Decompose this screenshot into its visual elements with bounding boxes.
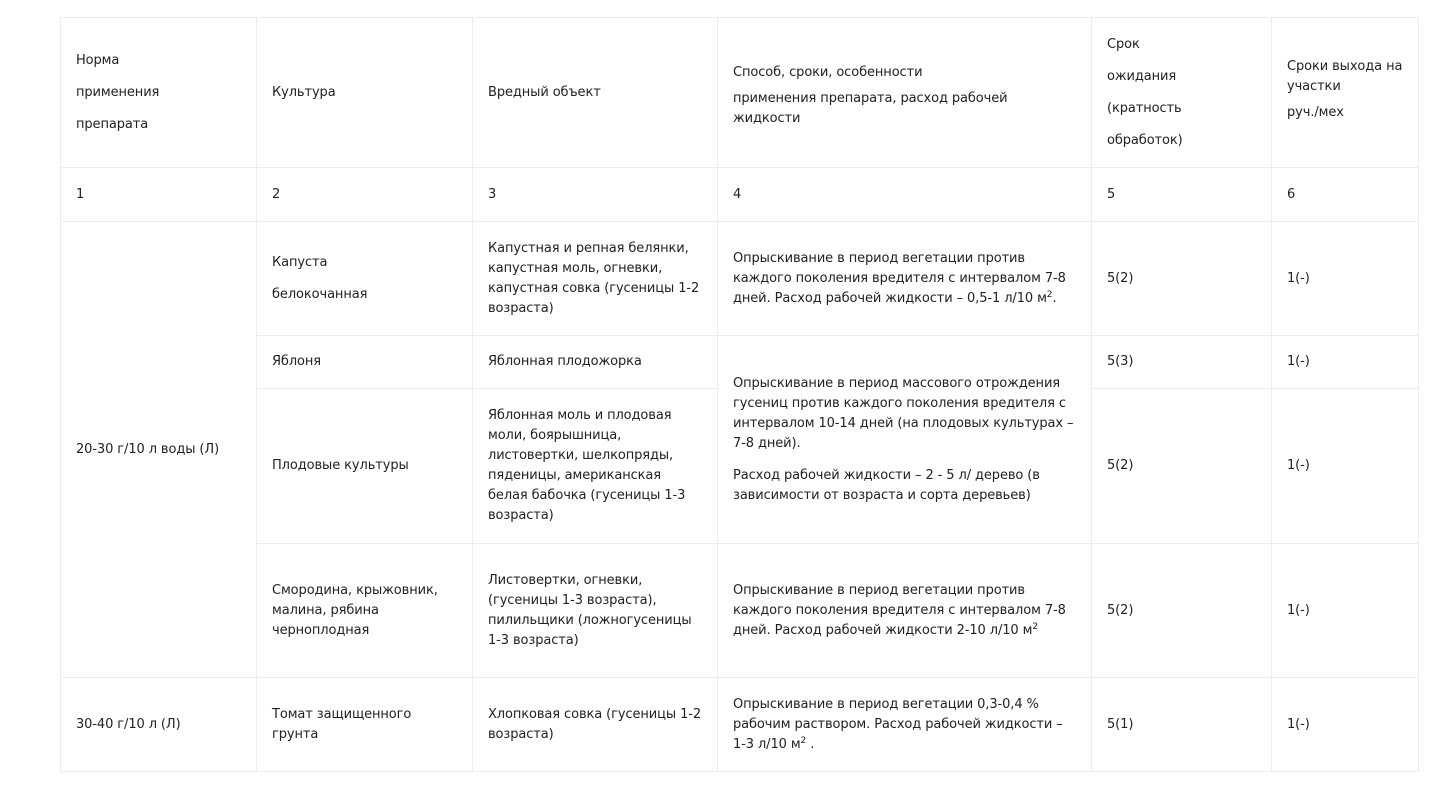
header-exit-period: Сроки выхода на участки руч./мех bbox=[1272, 18, 1419, 168]
rate-cell: 30-40 г/10 л (Л) bbox=[61, 678, 257, 772]
rate-cell: 20-30 г/10 л воды (Л) bbox=[61, 222, 257, 678]
table-header-row bbox=[61, 18, 1419, 168]
waiting-period-cell: 5(1) bbox=[1092, 678, 1272, 772]
header-pest: Вредный объект bbox=[473, 18, 718, 168]
header-method: Способ, сроки, особенности применения препарата, расход рабочей жидкости bbox=[718, 18, 1092, 168]
exit-period-cell: 1(-) bbox=[1272, 222, 1419, 336]
column-number: 3 bbox=[473, 168, 718, 222]
method-cell: Опрыскивание в период вегетации 0,3-0,4 % рабочим раствором. Расход рабочей жидкости – 1-3 л/10 $м^2$ . bbox=[718, 678, 1092, 772]
pest-cell: Яблонная моль и плодовая моли, боярышница, листовертки, шелкопряды, пяденицы, американская белая бабочка (гусеницы 1-3 возраста) bbox=[473, 389, 718, 544]
exit-period-cell: 1(-) bbox=[1272, 678, 1419, 772]
pest-cell: Листовертки, огневки, (гусеницы 1-3 возраста), пилильщики (ложногусеницы 1-3 возраста) bbox=[473, 544, 718, 678]
culture-cell: Яблоня bbox=[257, 336, 473, 389]
table-row bbox=[61, 544, 1419, 678]
method-cell: Опрыскивание в период вегетации против каждого поколения вредителя с интервалом 7-8 дней. Расход рабочей жидкости – 0,5-1 л/10 $м^2$. bbox=[718, 222, 1092, 336]
pest-cell: Хлопковая совка (гусеницы 1-2 возраста) bbox=[473, 678, 718, 772]
column-numbers-row bbox=[61, 168, 1419, 222]
column-number: 2 bbox=[257, 168, 473, 222]
column-number: 6 bbox=[1272, 168, 1419, 222]
method-cell: Опрыскивание в период вегетации против каждого поколения вредителя с интервалом 7-8 дней. Расход рабочей жидкости 2-10 л/10 $м^2$ bbox=[718, 544, 1092, 678]
culture-cell: Томат защищенного грунта bbox=[257, 678, 473, 772]
header-culture: Культура bbox=[257, 18, 473, 168]
waiting-period-cell: 5(2) bbox=[1092, 389, 1272, 544]
table-row bbox=[61, 222, 1419, 336]
pest-cell: Яблонная плодожорка bbox=[473, 336, 718, 389]
culture-cell: Смородина, крыжовник, малина, рябина черноплодная bbox=[257, 544, 473, 678]
column-number: 4 bbox=[718, 168, 1092, 222]
waiting-period-cell: 5(2) bbox=[1092, 222, 1272, 336]
table-row bbox=[61, 336, 1419, 389]
exit-period-cell: 1(-) bbox=[1272, 336, 1419, 389]
culture-cell: Плодовые культуры bbox=[257, 389, 473, 544]
pest-cell: Капустная и репная белянки, капустная моль, огневки, капустная совка (гусеницы 1-2 возраста) bbox=[473, 222, 718, 336]
waiting-period-cell: 5(3) bbox=[1092, 336, 1272, 389]
column-number: 5 bbox=[1092, 168, 1272, 222]
table-row bbox=[61, 678, 1419, 772]
method-cell: Опрыскивание в период массового отрождения гусениц против каждого поколения вредителя с интервалом 10-14 дней (на плодовых культурах – 7-8 дней). Расход рабочей жидкости – 2 - 5 л/ дерево (в зависимости от возраста и сорта деревьев) bbox=[718, 336, 1092, 544]
exit-period-cell: 1(-) bbox=[1272, 389, 1419, 544]
exit-period-cell: 1(-) bbox=[1272, 544, 1419, 678]
culture-cell: Капуста белокочанная bbox=[257, 222, 473, 336]
header-waiting-period: Срок ожидания (кратность обработок) bbox=[1092, 18, 1272, 168]
waiting-period-cell: 5(2) bbox=[1092, 544, 1272, 678]
column-number: 1 bbox=[61, 168, 257, 222]
header-rate: Норма применения препарата bbox=[61, 18, 257, 168]
pesticide-application-table bbox=[60, 17, 1419, 772]
